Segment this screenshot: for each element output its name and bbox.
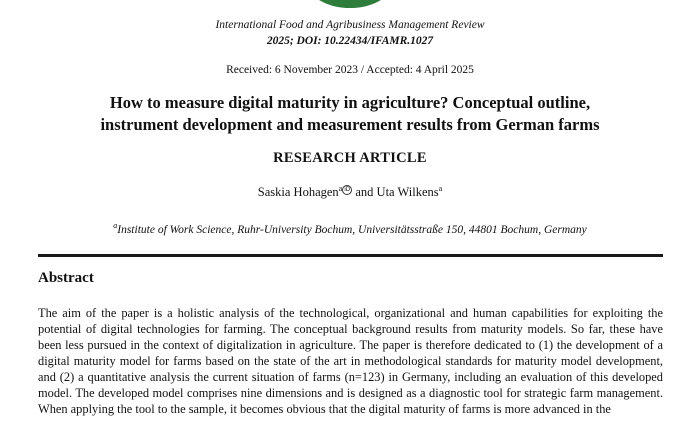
orcid-icon[interactable]: iD — [342, 185, 352, 195]
journal-header — [0, 17, 700, 49]
journal-name: International Food and Agribusiness Management Review — [215, 19, 485, 31]
affiliation — [0, 221, 700, 236]
paper-title-line-1: How to measure digital maturity in agriculture? Conceptual outline, — [109, 93, 591, 112]
author-affil-sup: a — [438, 184, 443, 193]
author-connector: and — [355, 185, 374, 200]
abstract-heading: Abstract — [38, 270, 94, 286]
section-divider — [38, 254, 663, 257]
author-list — [0, 184, 700, 200]
author-affil-sup: a — [338, 184, 343, 193]
journal-doi: 2025; DOI: 10.22434/IFAMR.1027 — [266, 35, 434, 47]
author-name[interactable]: Saskia Hohagen — [257, 185, 339, 200]
author-name[interactable]: Uta Wilkens — [376, 185, 439, 200]
paper-title — [0, 92, 700, 136]
affiliation-text: Institute of Work Science, Ruhr-University Bochum, Universitätsstraße 150, 44801 Bochum, Germany — [117, 223, 587, 236]
received-accepted-dates: Received: 6 November 2023 / Accepted: 4 April 2025 — [226, 64, 474, 76]
journal-logo — [305, 0, 395, 8]
paper-title-line-2: instrument development and measurement results from German farms — [100, 115, 600, 134]
affiliation-sup: a — [113, 221, 118, 230]
abstract-text: The aim of the paper is a holistic analysis of the technological, organizational and human capabilities for exploiting the potential of digital technologies for farming. The conceptual background results from maturity models. So far, these have been less pursued in the context of digitalization in agriculture. The paper is therefore dedicated to (1) the development of a digital maturity model for farms based on the state of the art in methodological standards for maturity model development, and (2) a quantitative analysis the current situation of farms (n=123) in Germany, including an evaluation of this developed model. The developed model comprises nine dimensions and is designed as a diagnostic tool for strategic farm management. When applying the tool to the sample, it becomes obvious that the digital maturity of farms is more advanced in the — [38, 306, 663, 416]
article-type: RESEARCH ARTICLE — [273, 150, 427, 166]
